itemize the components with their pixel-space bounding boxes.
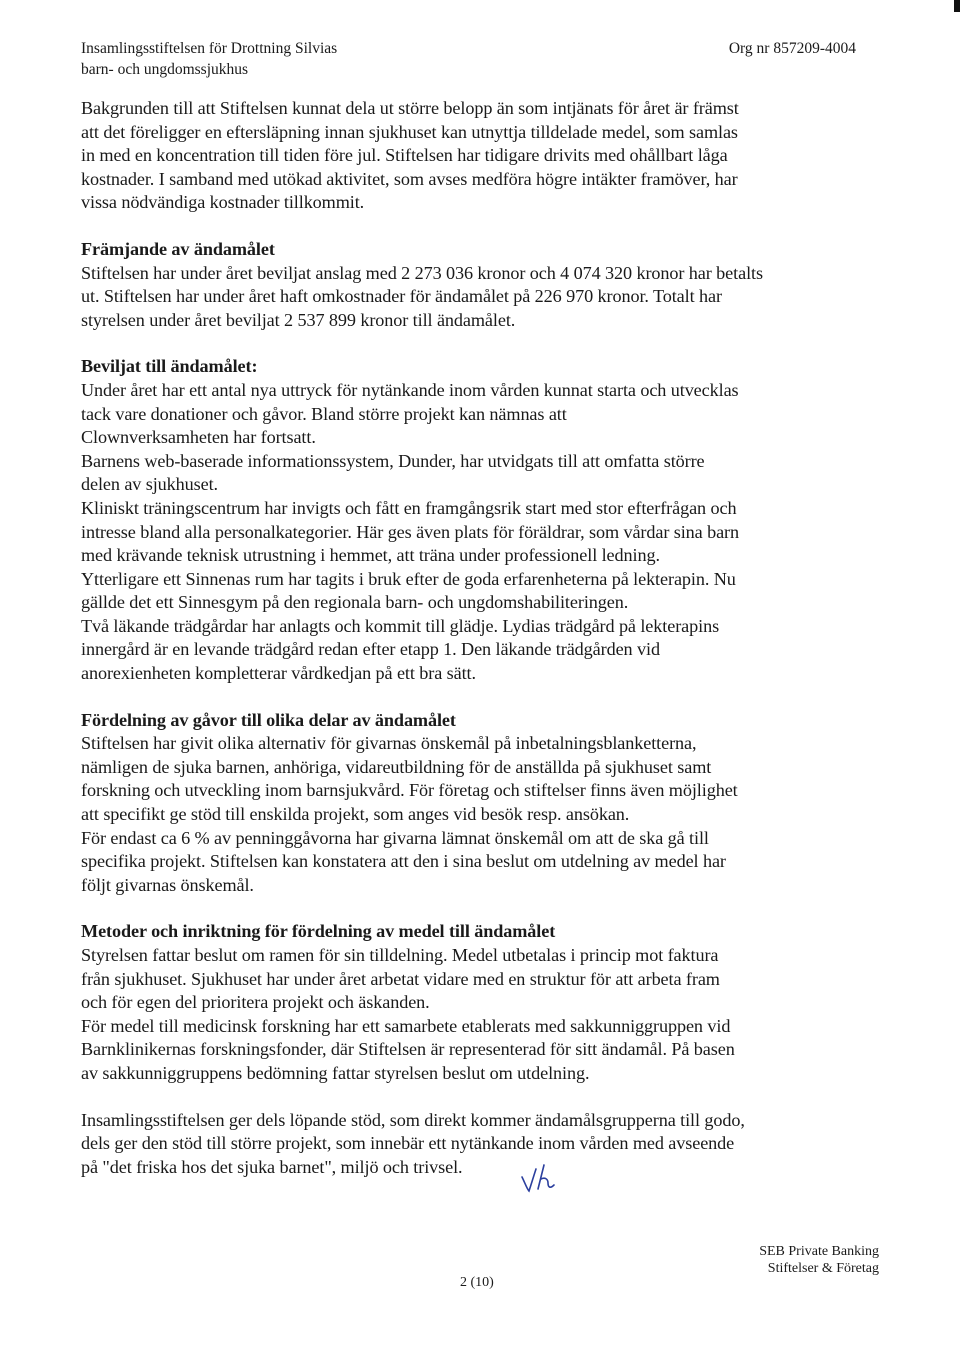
text-line: Barnklinikernas forskningsfonder, där Stiftelsen är representerad för sitt ändamål. På basen [81, 1039, 735, 1060]
text-line: med krävande teknisk utrustning i hemmet, att träna under professionell ledning. [81, 545, 660, 566]
bank-name: SEB Private Banking [759, 1244, 879, 1259]
organization-name-line2: barn- och ungdomssjukhus [81, 61, 249, 78]
text-line: innergård är en levande trädgård redan efter etapp 1. Den läkande trädgården vid [81, 639, 660, 660]
text-line: anorexienheten kompletterar vårdkedjan på ett bra sätt. [81, 663, 476, 684]
text-line: Under året har ett antal nya uttryck för nytänkande inom vården kunnat starta och utvecklas [81, 379, 739, 400]
section-heading: Metoder och inriktning för fördelning av medel till ändamålet [81, 921, 556, 942]
text-line: delen av sjukhuset. [81, 474, 219, 495]
text-line: Kliniskt träningscentrum har invigts och fått en framgångsrik start med stor efterfrågan och [81, 497, 737, 518]
text-line: från sjukhuset. Sjukhuset har under året arbetat vidare med en struktur för att arbeta fram [81, 968, 720, 989]
text-line: att det föreligger en eftersläpning innan sjukhuset kan utnyttja tilldelade medel, som samlas [81, 121, 738, 142]
page-header [81, 38, 856, 80]
org-number: Org nr 857209-4004 [728, 40, 856, 57]
text-line: Bakgrunden till att Stiftelsen kunnat dela ut större belopp än som intjänats för året är främst [81, 98, 739, 118]
scan-edge-mark [954, 0, 960, 12]
text-line: Styrelsen fattar beslut om ramen för sin tilldelning. Medel utbetalas i princip mot faktura [81, 945, 719, 965]
text-line: på "det friska hos det sjuka barnet", miljö och trivsel. [81, 1156, 463, 1177]
fordelning-section [81, 709, 881, 898]
text-line: följt givarnas önskemål. [81, 874, 254, 895]
text-line: ut. Stiftelsen har under året haft omkostnader för ändamålet på 226 970 kronor. Totalt har [81, 286, 722, 307]
text-line: Insamlingsstiftelsen ger dels löpande stöd, som direkt kommer ändamålsgrupperna till godo, [81, 1109, 745, 1130]
framjande-section [81, 238, 881, 332]
text-line: vissa nödvändiga kostnader tillkommit. [81, 192, 365, 213]
metoder-section [81, 920, 881, 1085]
text-line: gällde det ett Sinnesgym på den regionala barn- och ungdomshabiliteringen. [81, 592, 629, 613]
text-line: specifika projekt. Stiftelsen kan konstatera att den i sina beslut om utdelning av medel har [81, 851, 726, 872]
text-line: in med en koncentration till tiden före jul. Stiftelsen har tidigare drivits med ohållbart låga [81, 145, 728, 166]
section-heading: Främjande av ändamålet [81, 238, 275, 259]
text-line: av sakkunniggruppens bedömning fattar styrelsen beslut om utdelning. [81, 1062, 590, 1083]
text-line: För medel till medicinsk forskning har ett samarbete etablerats med sakkunniggruppen vid [81, 1015, 731, 1036]
text-line: tack vare donationer och gåvor. Bland större projekt kan nämnas att [81, 403, 567, 424]
text-line: dels ger den stöd till större projekt, som innebär ett nytänkande inom vården med avseende [81, 1133, 735, 1154]
bank-department: Stiftelser & Företag [767, 1261, 879, 1276]
text-line: Ytterligare ett Sinnenas rum har tagits i bruk efter de goda erfarenheterna på lekterapin. Nu [81, 568, 736, 589]
text-line: kostnader. I samband med utökad aktivitet, som avses medföra högre intäkter framöver, har [81, 168, 738, 189]
handwritten-initials-icon [518, 1155, 562, 1195]
text-line: intresse bland alla personalkategorier. Här ges även plats för föräldrar, som vårdar sina barn [81, 521, 740, 542]
bank-info [740, 1243, 879, 1277]
text-line: styrelsen under året beviljat 2 537 899 kronor till ändamålet. [81, 309, 516, 330]
text-line: Stiftelsen har under året beviljat anslag med 2 273 036 kronor och 4 074 320 kronor har betalts [81, 262, 763, 283]
section-heading: Fördelning av gåvor till olika delar av ändamålet [81, 709, 456, 730]
organization-name [81, 38, 337, 80]
text-line: att specifikt ge stöd till enskilda projekt, som anges vid besök resp. ansökan. [81, 804, 630, 825]
document-body [81, 97, 881, 1179]
text-line: forskning och utveckling inom barnsjukvård. För företag och stiftelser finns även möjlighet [81, 780, 738, 801]
closing-paragraph [81, 1109, 881, 1180]
section-heading: Beviljat till ändamålet: [81, 356, 258, 377]
organization-name-line1: Insamlingsstiftelsen för Drottning Silvias [81, 40, 338, 57]
text-line: Två läkande trädgårdar har anlagts och kommit till glädje. Lydias trädgård på lekterapins [81, 615, 720, 636]
text-line: För endast ca 6 % av penninggåvorna har givarna lämnat önskemål om att de ska gå till [81, 827, 709, 848]
text-line: Clownverksamheten har fortsatt. [81, 427, 316, 448]
intro-paragraph [81, 97, 881, 215]
text-line: Stiftelsen har givit olika alternativ för givarnas önskemål på inbetalningsblanketterna, [81, 733, 697, 754]
page-number: 2 (10) [460, 1275, 494, 1290]
text-line: nämligen de sjuka barnen, anhöriga, vidareutbildning för de anställda på sjukhuset samt [81, 756, 712, 777]
text-line: Barnens web-baserade informationssystem, Dunder, har utvidgats till att omfatta större [81, 450, 705, 471]
text-line: och för egen del prioritera projekt och äskanden. [81, 992, 430, 1013]
beviljat-section [81, 355, 881, 685]
